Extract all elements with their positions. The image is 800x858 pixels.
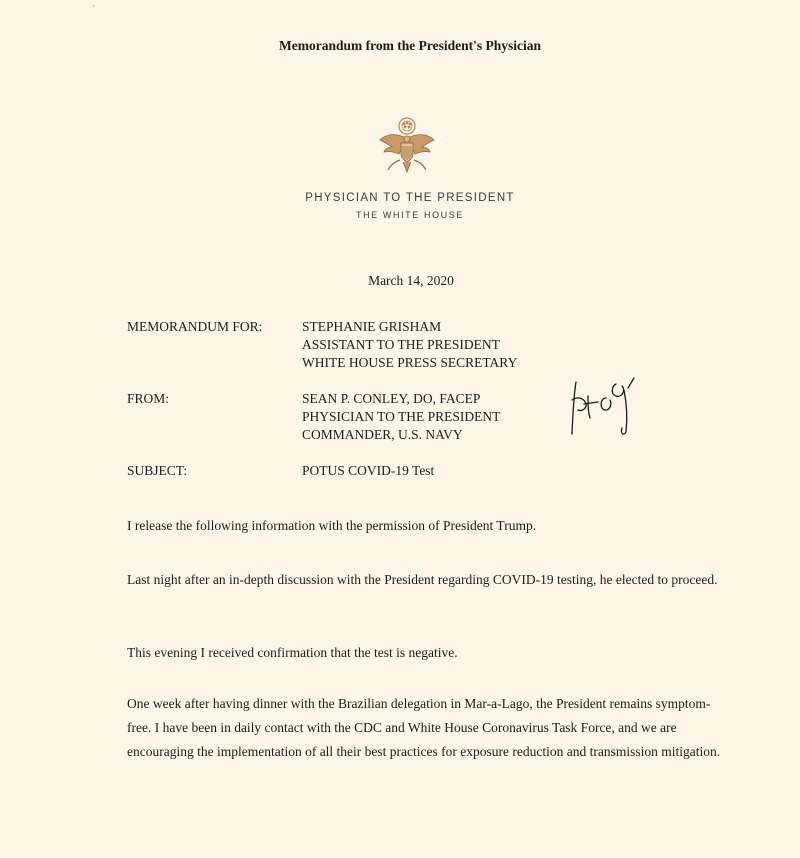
handwritten-signature-icon: [566, 370, 646, 442]
memo-from-line: PHYSICIAN TO THE PRESIDENT: [302, 409, 501, 424]
body-paragraph: This evening I received confirmation that the test is negative.: [127, 645, 458, 660]
memo-for-label: MEMORANDUM FOR:: [127, 319, 263, 334]
memo-for-line: ASSISTANT TO THE PRESIDENT: [302, 337, 500, 352]
letterhead-office: PHYSICIAN TO THE PRESIDENT: [305, 192, 515, 204]
memo-for-recipient: [302, 318, 517, 372]
page-title: Memorandum from the President's Physician: [279, 38, 541, 53]
body-paragraph: One week after having dinner with the Brazilian delegation in Mar-a-Lago, the President remains symptom-free. I have been in daily contact with the CDC and White House Coronavirus Task Force, and we are encouraging the implementation of all their best practices for exposure reduction and transmission mitigation.: [127, 696, 721, 759]
body-paragraph: I release the following information with the permission of President Trump.: [127, 518, 537, 533]
memo-subject-value: [302, 462, 434, 480]
memo-date: March 14, 2020: [368, 273, 454, 288]
letterhead: [300, 192, 520, 220]
page-corner-mark: ·: [92, 2, 95, 11]
memo-from-sender: [302, 390, 500, 444]
letterhead-subtitle: THE WHITE HOUSE: [355, 210, 464, 220]
memo-for-line: STEPHANIE GRISHAM: [302, 319, 442, 334]
memo-from-line: SEAN P. CONLEY, DO, FACEP: [302, 391, 481, 406]
memo-from-line: COMMANDER, U.S. NAVY: [302, 427, 463, 442]
memo-for-line: WHITE HOUSE PRESS SECRETARY: [302, 355, 518, 370]
memo-from-label: FROM:: [127, 391, 170, 406]
memo-subject-label: SUBJECT:: [127, 463, 188, 478]
presidential-eagle-seal-icon: [376, 114, 438, 178]
memo-subject-text: POTUS COVID-19 Test: [302, 463, 435, 478]
body-paragraph: Last night after an in-depth discussion with the President regarding COVID-19 testing, he elected to proceed.: [127, 572, 718, 587]
